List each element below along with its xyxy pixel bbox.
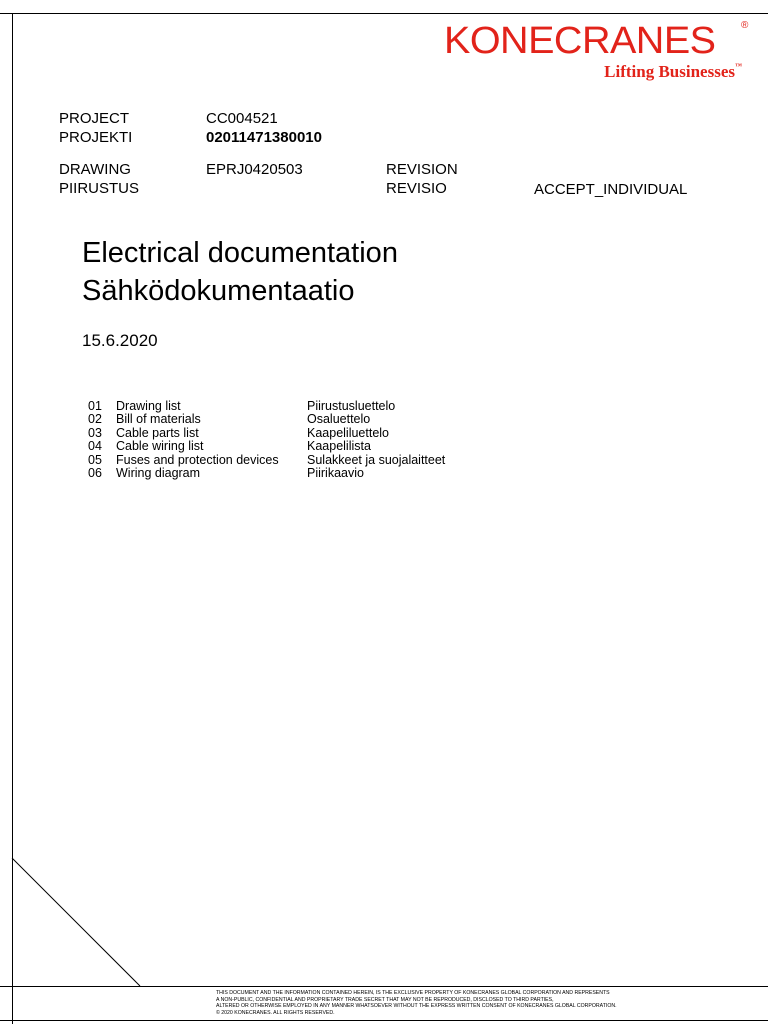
drawing-value: EPRJ0420503 (206, 161, 303, 178)
drawing-label: DRAWING (59, 161, 131, 178)
contents-english: Wiring diagram (116, 465, 201, 480)
contents-number: 06 (88, 465, 102, 480)
contents-finnish: Piirustusluettelo (307, 399, 396, 413)
logo-wordmark: KONECRANES (444, 20, 716, 62)
contents-number: 01 (88, 399, 102, 413)
corner-diagonal-line (0, 850, 180, 990)
revisio-label: REVISIO (386, 180, 447, 197)
projekti-value: 02011471380010 (206, 129, 322, 146)
document-title-english: Electrical documentation (82, 237, 398, 269)
konecranes-logo (444, 18, 754, 86)
projekti-label: PROJEKTI (59, 129, 133, 146)
project-value: CC004521 (206, 110, 278, 127)
piirustus-label: PIIRUSTUS (59, 180, 140, 197)
contents-finnish: Kaapeliluettelo (307, 425, 390, 440)
contents-number: 03 (88, 425, 102, 440)
frame-top-line (0, 13, 768, 14)
legal-line: A NON-PUBLIC, CONFIDENTIAL AND PROPRIETARY TRADE SECRET THAT MAY NOT BE REPRODUCED, DISCLOSED TO THIRD PARTIES, (216, 996, 554, 1003)
contents-english: Fuses and protection devices (116, 452, 279, 467)
contents-finnish: Piirikaavio (307, 465, 364, 480)
contents-english: Cable wiring list (116, 439, 204, 454)
contents-finnish: Kaapelilista (307, 439, 371, 454)
revision-value: ACCEPT_INDIVIDUAL (534, 181, 688, 198)
contents-english: Cable parts list (116, 425, 199, 440)
logo-tagline: Lifting Businesses™ (604, 62, 742, 81)
legal-line: © 2020 KONECRANES. ALL RIGHTS RESERVED. (216, 1009, 335, 1016)
document-title-finnish: Sähködokumentaatio (82, 275, 355, 307)
project-label: PROJECT (59, 110, 130, 127)
contents-number: 02 (88, 412, 102, 427)
legal-line: THIS DOCUMENT AND THE INFORMATION CONTAINED HEREIN, IS THE EXCLUSIVE PROPERTY OF KONECRANES GLOBAL CORPORATION AND REPRESENTS (216, 990, 610, 996)
logo-registered-mark: ® (741, 20, 749, 31)
legal-line: ALTERED OR OTHERWISE EMPLOYED IN ANY MANNER WHATSOEVER WITHOUT THE EXPRESS WRITTEN CONSENT OF KONECRANES GLOBAL CORPORATION. (216, 1003, 617, 1010)
contents-english: Bill of materials (116, 412, 201, 427)
contents-english: Drawing list (116, 399, 181, 413)
contents-finnish: Osaluettelo (307, 412, 371, 427)
revision-label: REVISION (386, 161, 458, 178)
contents-number: 04 (88, 439, 102, 454)
legal-notice (216, 990, 616, 1016)
contents-number: 05 (88, 452, 102, 467)
document-date: 15.6.2020 (82, 331, 158, 350)
contents-finnish: Sulakkeet ja suojalaitteet (307, 452, 446, 467)
footer-bottom-line (0, 1020, 768, 1021)
